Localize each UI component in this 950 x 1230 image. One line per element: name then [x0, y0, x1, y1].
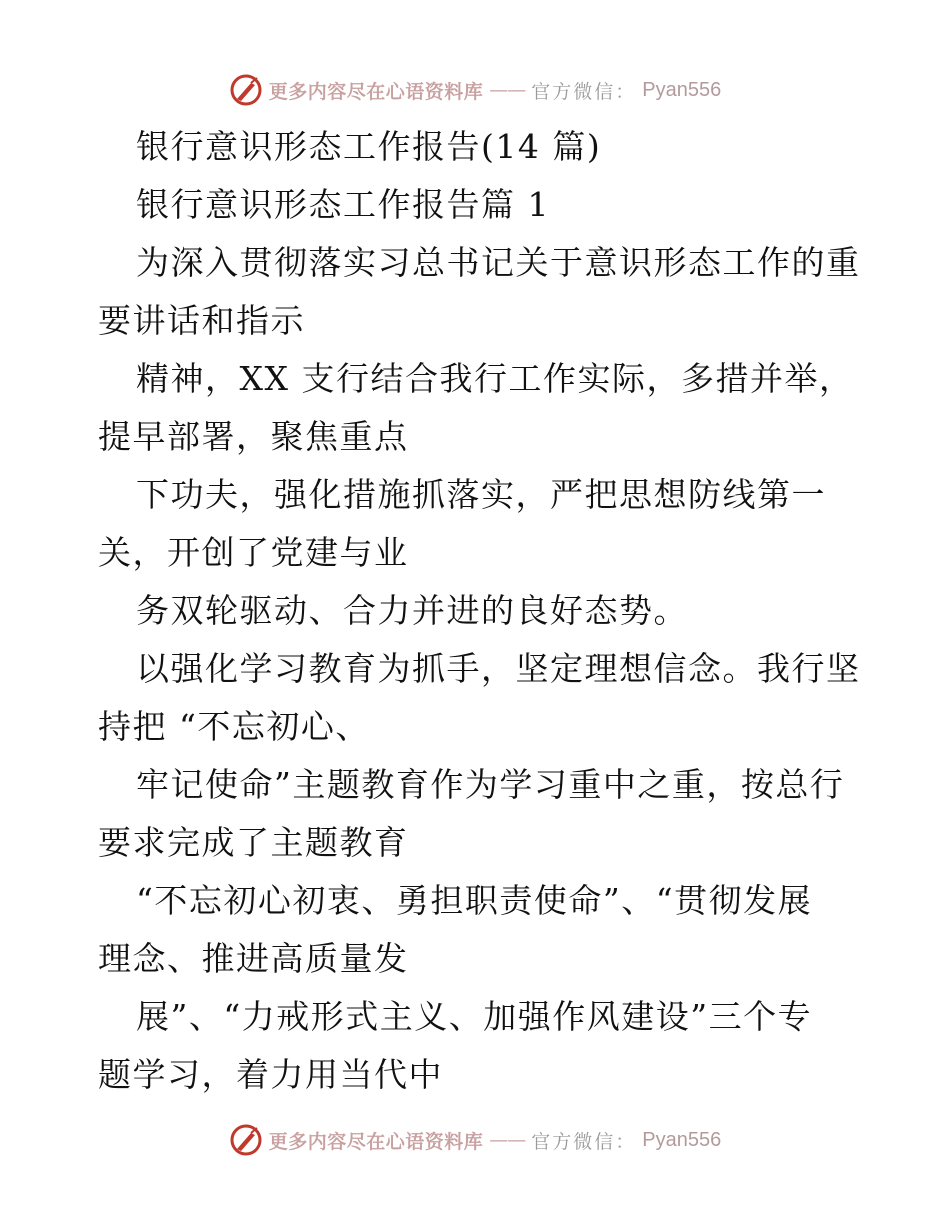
footer-banner — [0, 1120, 950, 1160]
document-title: 银行意识形态工作报告(14 篇) — [136, 127, 602, 166]
body-text-line: 题学习，着力用当代中 — [98, 1055, 443, 1094]
body-text-line: 持把 “不忘初心、 — [98, 707, 370, 746]
banner-official-label: 官方微信： — [531, 80, 637, 103]
banner-slogan: 更多内容尽在心语资料库 — [268, 1130, 484, 1153]
body-text-line: 理念、推进高质量发 — [98, 939, 409, 978]
body-text-line: 为深入贯彻落实习总书记关于意识形态工作的重 — [136, 243, 861, 282]
banner-wechat-id: Pyan556 — [642, 78, 722, 101]
banner-dash: —— — [489, 1129, 526, 1151]
body-text-line: 以强化学习教育为抓手，坚定理想信念。我行坚 — [136, 649, 861, 688]
body-text-line: 提早部署，聚焦重点 — [98, 417, 409, 456]
body-text-line: 牢记使命”主题教育作为学习重中之重，按总行 — [136, 765, 845, 804]
body-text-line: 展”、“力戒形式主义、加强作风建设”三个专 — [136, 997, 813, 1036]
body-text-line: 精神，XX 支行结合我行工作实际，多措并举， — [136, 359, 854, 398]
body-text-line: 关，开创了党建与业 — [98, 533, 409, 572]
quill-pen-logo-icon — [229, 73, 263, 107]
document-body — [98, 118, 861, 1104]
section-heading: 银行意识形态工作报告篇 1 — [136, 185, 550, 224]
banner-official-label: 官方微信： — [531, 1130, 637, 1153]
banner-wechat-id: Pyan556 — [642, 1128, 722, 1151]
banner-slogan: 更多内容尽在心语资料库 — [268, 80, 484, 103]
header-banner — [0, 70, 950, 110]
quill-pen-logo-icon — [229, 1123, 263, 1157]
body-text-line: 要求完成了主题教育 — [98, 823, 409, 862]
body-text-line: “不忘初心初衷、勇担职责使命”、“贯彻发展 — [136, 881, 813, 920]
body-text-line: 下功夫，强化措施抓落实，严把思想防线第一 — [136, 475, 826, 514]
body-text-line: 要讲话和指示 — [98, 301, 305, 340]
banner-dash: —— — [489, 79, 526, 101]
body-text-line: 务双轮驱动、合力并进的良好态势。 — [136, 591, 688, 630]
